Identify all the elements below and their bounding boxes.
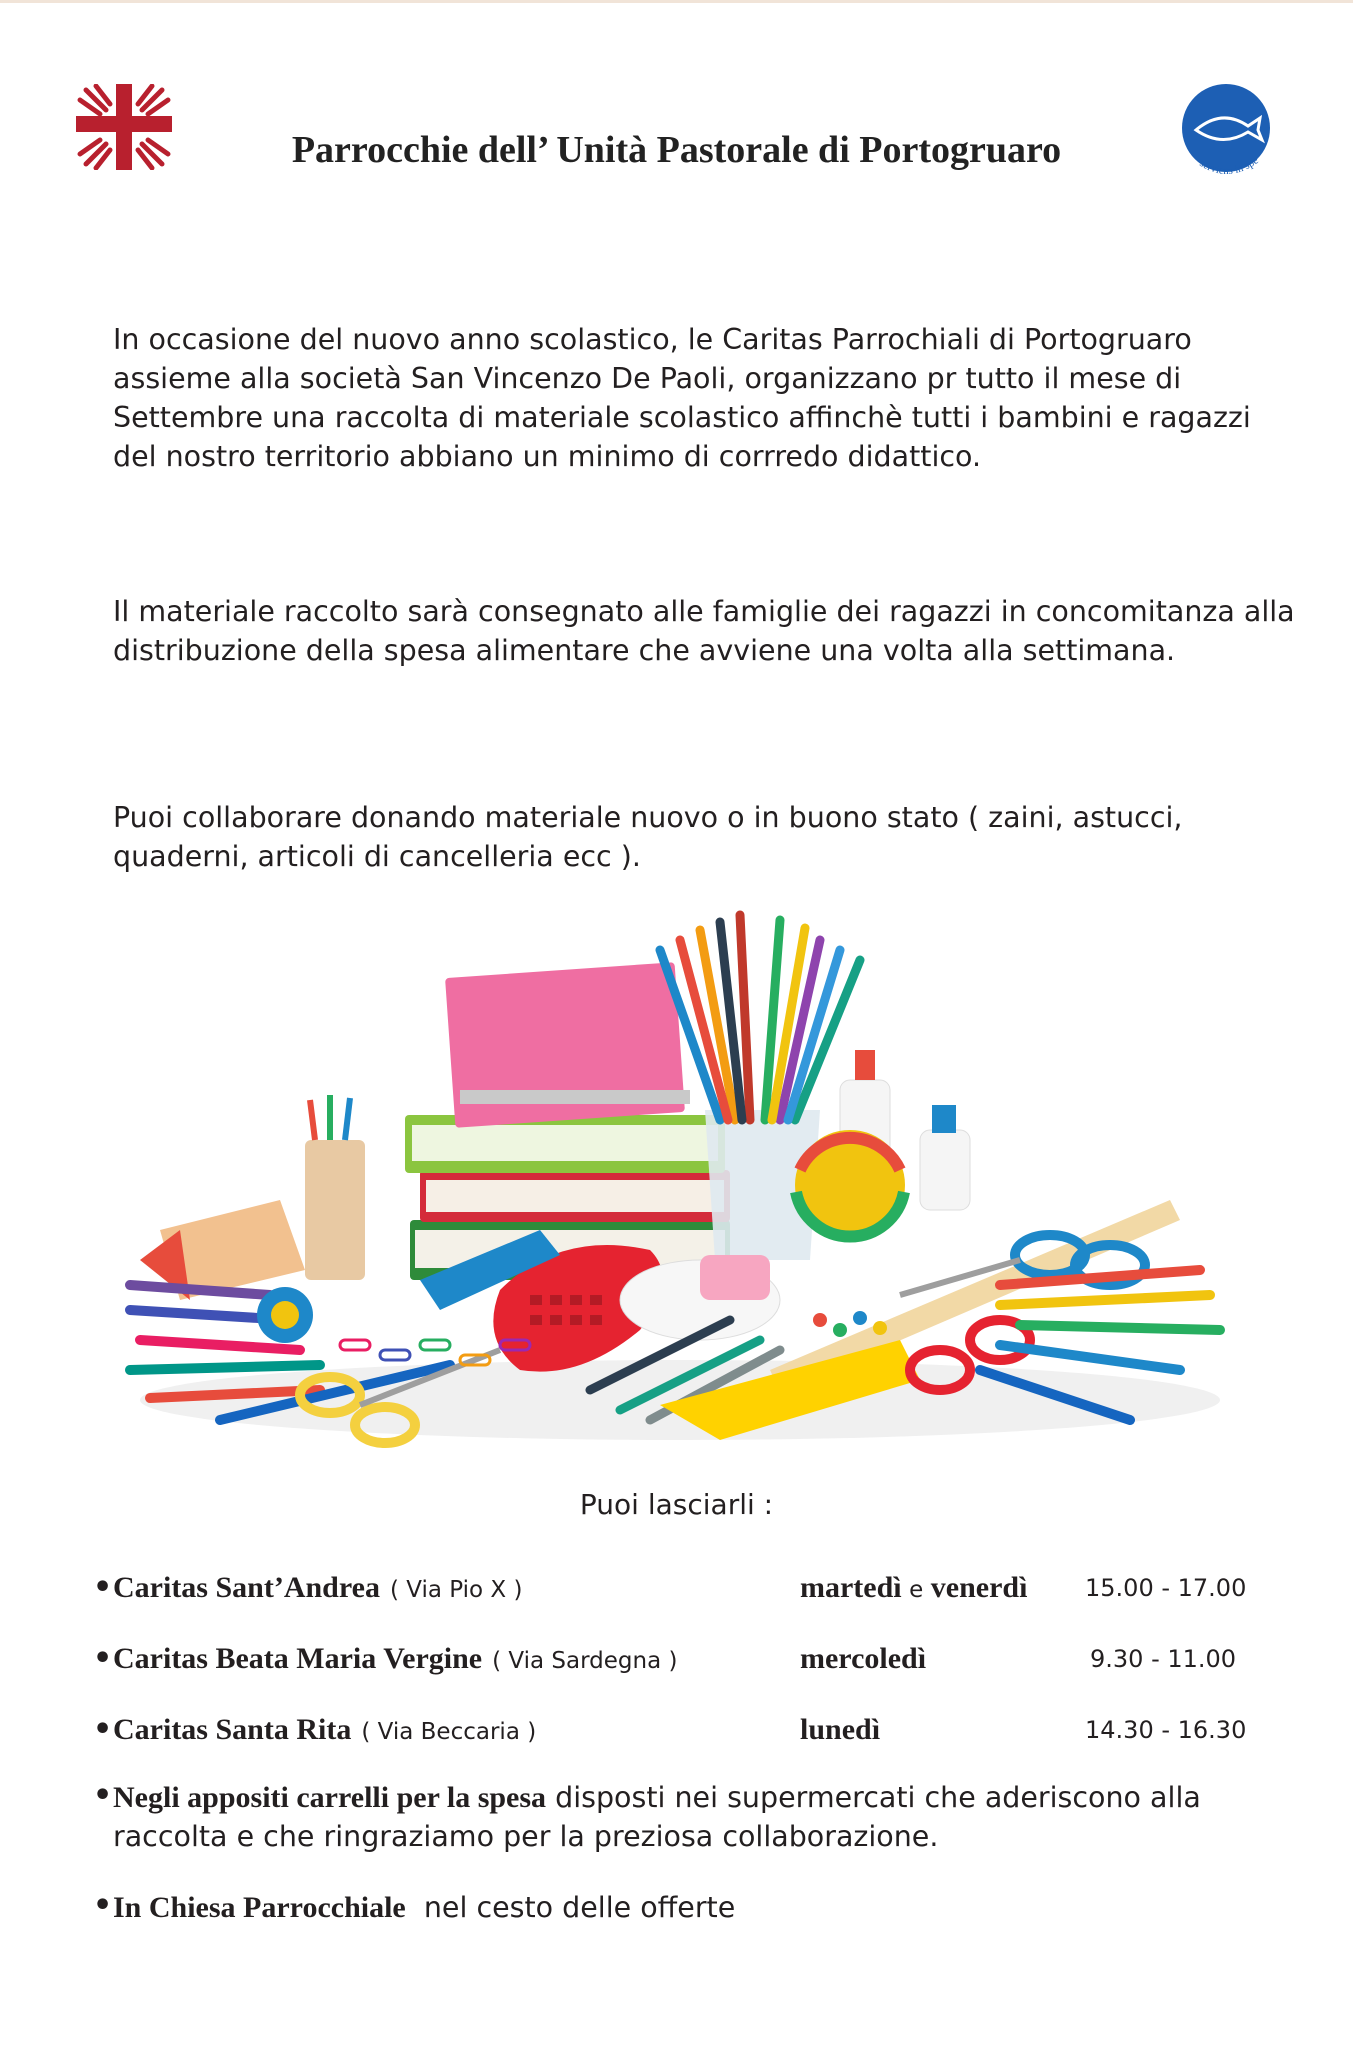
bullet-icon: • — [93, 1778, 113, 1813]
location-street: ( Via Sardegna ) — [492, 1648, 678, 1674]
bullet-icon: • — [93, 1888, 113, 1923]
location-street: ( Via Pio X ) — [389, 1577, 523, 1603]
fish-logo-icon — [1178, 82, 1274, 190]
bullet-icon: • — [93, 1641, 113, 1676]
school-supplies-image — [120, 900, 1230, 1464]
location-name: Caritas Sant’Andrea ( Via Pio X ) — [113, 1571, 523, 1604]
bullet-icon: • — [93, 1712, 113, 1747]
bullet-icon: • — [93, 1570, 113, 1605]
location-row-santa-rita — [0, 1708, 1353, 1752]
drop-off-heading: Puoi lasciarli : — [579, 1488, 774, 1521]
location-days: lunedì — [800, 1713, 881, 1746]
location-hours: 15.00 - 17.00 — [1085, 1574, 1247, 1602]
page-title: Parrocchie dell’ Unità Pastorale di Portogruaro — [291, 129, 1062, 171]
logo-motto: serviens in spe — [1197, 154, 1261, 178]
location-row-santandrea — [0, 1566, 1353, 1610]
distribution-paragraph: Il materiale raccolto sarà consegnato alle famiglie dei ragazzi in concomitanza alla distribuzione della spesa alimentare che avviene una volta alla settimana. — [113, 595, 1295, 667]
supermarket-carts-note: Negli appositi carrelli per la spesa disposti nei supermercati che aderiscono alla raccolta e che ringraziamo per la preziosa collaborazione. — [113, 1781, 1201, 1853]
location-days: mercoledì — [800, 1642, 927, 1675]
donation-paragraph: Puoi collaborare donando materiale nuovo o in buono stato ( zaini, astucci, quaderni, articoli di cancelleria ecc ). — [113, 801, 1183, 873]
location-name: Caritas Beata Maria Vergine ( Via Sardegna ) — [113, 1642, 678, 1675]
location-row-beata-maria — [0, 1637, 1353, 1681]
location-days: martedì e venerdì — [800, 1571, 1028, 1604]
top-border — [0, 0, 1353, 3]
location-hours: 9.30 - 11.00 — [1090, 1645, 1237, 1673]
location-name: Caritas Santa Rita ( Via Beccaria ) — [113, 1713, 537, 1746]
location-street: ( Via Beccaria ) — [361, 1719, 537, 1745]
church-basket-note: In Chiesa Parrocchiale nel cesto delle offerte — [113, 1891, 736, 1924]
intro-paragraph: In occasione del nuovo anno scolastico, le Caritas Parrochiali di Portogruaro assieme alla società San Vincenzo De Paoli, organizzano pr tutto il mese di Settembre una raccolta di materiale scolastico affinchè tutti i bambini e ragazzi del nostro territorio abbiano un minimo di corrredo didattico. — [113, 323, 1251, 473]
location-hours: 14.30 - 16.30 — [1085, 1716, 1247, 1744]
